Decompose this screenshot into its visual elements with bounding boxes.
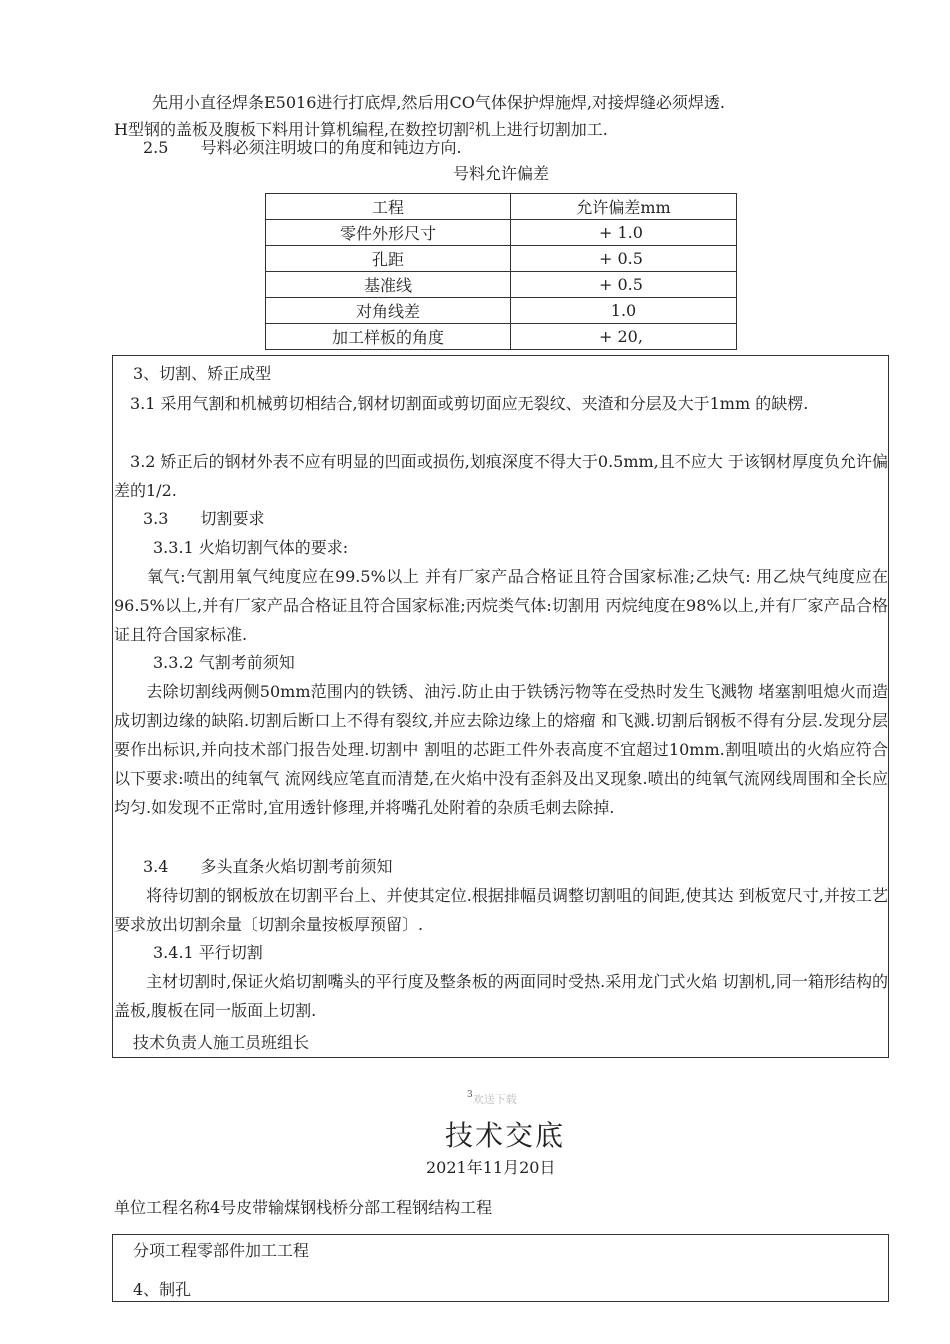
table-cell: 对角线差 [266, 298, 511, 324]
table-row [266, 246, 737, 272]
table-row [266, 272, 737, 298]
table-header-row [266, 194, 737, 220]
section-3-3-1-heading: 3.3.1 火焰切割气体的要求: [153, 538, 349, 557]
section-3-3-heading: 3.3 切割要求 [143, 509, 265, 528]
table-cell: 1.0 [511, 298, 737, 324]
superscript-2: 2 [469, 122, 475, 132]
table-cell: 基准线 [266, 272, 511, 298]
section-3-4-1-heading: 3.4.1 平行切割 [153, 943, 263, 962]
paragraph-3-4: 将待切割的钢板放在切割平台上、并使其定位.根据排幅员调整切割咀的间距,使其达 到板宽尺寸,并按工艺要求放出切割余量〔切割余量按板厚预留〕. [114, 886, 888, 934]
unit-project-line: 单位工程名称4号皮带输煤钢栈桥分部工程钢结构工程 [114, 1198, 493, 1217]
sub-project-line: 分项工程零部件加工工程 [133, 1241, 310, 1260]
paragraph-3-3-2: 去除切割线两侧50mm范围内的铁锈、油污.防止由于铁锈污物等在受热时发生飞溅物 堵塞割咀熄火而造成切割边缘的缺陷.切割后断口上不得有裂纹,并应去除边缘上的熔瘤 和飞溅.切割后钢板不得有分层.发现分层要作出标识,并向技术部门报告处理.切割中 割咀的芯距工件外表高度不宜超过10mm.割咀喷出的火焰应符合以下要求:喷出的纯氧气 流网线应笔直而清楚,在火焰中没有歪斜及出叉现象.喷出的纯氧气流网线周围和全长应 均匀.如发现不正常时,宜用透针修理,并将嘴孔处附着的杂质毛刺去除掉. [114, 682, 888, 817]
date-line: 2021年11月20日 [426, 1158, 556, 1177]
intro-line-2 [114, 117, 608, 140]
table-row [266, 220, 737, 246]
section-4-heading: 4、制孔 [133, 1280, 192, 1299]
intro-line-1: 先用小直径焊条E5016进行打底焊,然后用CO气体保护焊施焊,对接焊缝必须焊透. [152, 93, 726, 112]
deviation-table [265, 193, 737, 350]
table-row [266, 324, 737, 350]
intro-line-2a: H型钢的盖板及腹板下料用计算机编程,在数控切割 [114, 120, 470, 139]
footer-text: 欢送下载 [472, 1093, 517, 1106]
table-row [266, 298, 737, 324]
section-2-5: 2.5 号料必须注明坡口的角度和钝边方向. [143, 138, 462, 157]
section-3-4-heading: 3.4 多头直条火焰切割考前须知 [143, 857, 393, 876]
table-cell: 加工样板的角度 [266, 324, 511, 350]
table-cell: + 0.5 [511, 246, 737, 272]
intro-line-2b: 机上进行切割加工. [474, 120, 608, 139]
signature-line: 技术负责人施工员班组长 [133, 1033, 310, 1052]
paragraph-3-3-1: 氧气:气割用氧气纯度应在99.5%以上 并有厂家产品合格证且符合国家标准;乙炔气: 用乙炔气纯度应在96.5%以上,并有厂家产品合格证且符合国家标准;丙烷类气体:切割用 丙烷纯度在98%以上,并有厂家产品合格证且符合国家标准. [114, 567, 888, 644]
table-cell: + 20, [511, 324, 737, 350]
page-title: 技术交底 [445, 1119, 566, 1152]
table-cell: + 0.5 [511, 272, 737, 298]
page-number: 3 [467, 1090, 473, 1100]
paragraph-3-4-1: 主材切割时,保证火焰切割嘴头的平行度及整条板的两面同时受热.采用龙门式火焰 切割机,同一箱形结构的盖板,腹板在同一版面上切割. [114, 972, 888, 1020]
section-3-heading: 3、切割、矫正成型 [133, 364, 272, 383]
table-cell: 孔距 [266, 246, 511, 272]
header-cell-item: 工程 [266, 194, 511, 220]
paragraph-3-2: 3.2 矫正后的钢材外表不应有明显的凹面或损伤,划痕深度不得大于0.5mm,且不应大 于该钢材厚度负允许偏差的1/2. [114, 452, 888, 500]
page-footer [467, 1090, 517, 1107]
header-cell-tolerance: 允许偏差mm [511, 194, 737, 220]
table-cell: 零件外形尺寸 [266, 220, 511, 246]
section-3-3-2-heading: 3.3.2 气割考前须知 [153, 653, 295, 672]
table-cell: + 1.0 [511, 220, 737, 246]
paragraph-3-1: 3.1 采用气割和机械剪切相结合,钢材切割面或剪切面应无裂纹、夹渣和分层及大于1mm 的缺楞. [114, 394, 809, 413]
table-caption: 号料允许偏差 [453, 164, 550, 183]
